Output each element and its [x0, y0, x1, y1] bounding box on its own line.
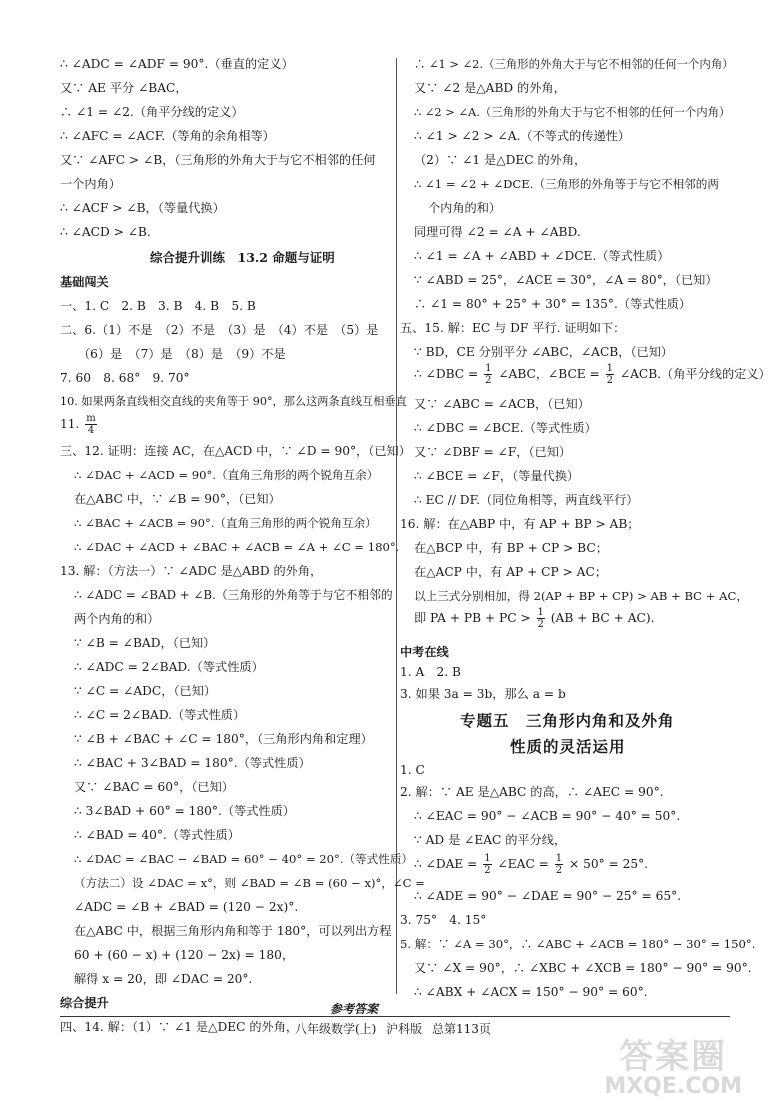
text-line: ∴ ∠BAC + ∠ACB = 90°.（直角三角形的两个锐角互余） [74, 516, 377, 530]
text-line: ∴ ∠ADE = 90° − ∠DAE = 90° − 25° = 65°. [414, 889, 682, 903]
text-segment: ∠ACB.（角平分线的定义） [619, 367, 771, 381]
text-line: 在△ABC 中，∵ ∠B = 90°，（已知） [74, 492, 281, 506]
text-line: 13. 解：（方法一）∵ ∠ADC 是△ABD 的外角， [60, 564, 323, 578]
text-line: 三、12. 证明：连接 AC，在△ACD 中，∵ ∠D = 90°，（已知） [60, 444, 411, 458]
text-line: ∠ADC = ∠B + ∠BAD = (120 − 2x)°. [74, 900, 299, 914]
text-line: ∴ ∠ACD > ∠B. [60, 225, 151, 239]
denominator: 2 [485, 375, 492, 386]
text-segment: (AB + BC + AC). [550, 611, 655, 625]
text-line: 又∵ ∠AFC > ∠B，（三角形的外角大于与它不相邻的任何 [60, 153, 376, 167]
text-line: 解得 x = 20，即 ∠DAC = 20°. [74, 972, 253, 986]
text-segment: 即 PA + PB + PC > [414, 611, 531, 625]
numerator: 1 [485, 363, 492, 374]
footer-title: 参考答案 [330, 1002, 379, 1016]
text-segment: ∴ ∠DBC = [414, 367, 479, 381]
text-segment: ∴ ∠DAE = [414, 857, 478, 871]
topic-title: 专题五 三角形内角和及外角 [460, 711, 675, 730]
footer-rule [60, 1016, 730, 1017]
text-line: 7. 60 8. 68° 9. 70° [60, 371, 190, 385]
numerator: 1 [484, 853, 491, 864]
text-line: ∴ ∠1 > ∠2.（三角形的外角大于与它不相邻的任何一个内角） [414, 57, 734, 71]
text-line: ∴ ∠BAD = 40°.（等式性质） [74, 828, 240, 842]
text-line: 2. 解：∵ AE 是△ABC 的高，∴ ∠AEC = 90°. [400, 785, 664, 799]
fraction-line [414, 607, 654, 630]
text-line: ∴ ∠AFC = ∠ACF.（等角的余角相等） [60, 129, 275, 143]
text-line: 在△BCP 中，有 BP + CP > BC； [414, 541, 608, 555]
fraction-line [414, 363, 771, 386]
text-line: 又∵ ∠DBF = ∠F，（已知） [414, 445, 572, 459]
text-line: 一个内角） [60, 177, 121, 191]
answer-number: 11. [60, 417, 80, 431]
denominator: 4 [87, 425, 95, 436]
section-heading: 综合提升训练 13.2 命题与证明 [150, 250, 335, 265]
text-line: （2）∵ ∠1 是△DEC 的外角， [414, 153, 587, 167]
text-line: 10. 如果两条直线相交直线的夹角等于 90°，那么这两条直线互相垂直 [60, 395, 407, 408]
text-line: ∵ ∠B + ∠BAC + ∠C = 180°，（三角形内角和定理） [74, 732, 373, 746]
text-line: ∴ ∠DAC + ∠ACD + ∠BAC + ∠ACB = ∠A + ∠C = 180°. [74, 540, 400, 554]
text-line: 两个内角的和） [74, 612, 160, 626]
text-line: ∴ ∠ADC = ∠ADF = 90°.（垂直的定义） [60, 57, 294, 71]
denominator: 2 [484, 865, 491, 876]
text-line: ∵ BD，CE 分别平分 ∠ABC，∠ACB，（已知） [414, 345, 674, 359]
denominator: 2 [555, 865, 563, 876]
text-segment: ∠ABC，∠BCE = [498, 367, 600, 381]
subsection-heading: 中考在线 [400, 645, 449, 659]
text-line: ∴ ∠ADC = ∠BAD + ∠B.（三角形的外角等于与它不相邻的 [74, 588, 393, 602]
text-line: 五、15. 解：EC 与 DF 平行. 证明如下： [400, 321, 626, 335]
text-line: 1. C [400, 763, 425, 777]
denominator: 2 [537, 619, 544, 630]
text-segment: ∠EAC = [497, 857, 549, 871]
text-line: ∵ AD 是 ∠EAC 的平分线， [414, 833, 567, 847]
text-line: 二、6.（1）不是 （2）不是 （3）是 （4）不是 （5）是 [60, 323, 379, 337]
numerator: m [86, 413, 96, 424]
topic-title: 性质的灵活运用 [510, 737, 626, 756]
text-line: 5. 解：∵ ∠A = 30°，∴ ∠ABC + ∠ACB = 180° − 30° = 150°. [400, 937, 756, 951]
text-line: ∴ ∠ABX + ∠ACX = 150° − 90° = 60°. [414, 985, 648, 999]
subsection-heading: 基础闯关 [60, 275, 109, 289]
text-line: ∴ ∠EAC = 90° − ∠ACB = 90° − 40° = 50°. [414, 809, 681, 823]
text-line: 3. 如果 3a = 3b，那么 a = b [400, 687, 566, 701]
text-line: 又∵ ∠X = 90°，∴ ∠XBC + ∠XCB = 180° − 90° = 90°. [414, 961, 752, 975]
text-line: ∴ ∠DBC = ∠BCE.（等式性质） [414, 421, 597, 435]
text-line: ∴ EC // DF.（同位角相等，两直线平行） [414, 493, 639, 507]
text-line: 一、1. C 2. B 3. B 4. B 5. B [60, 299, 256, 313]
text-line: ∴ ∠1 = ∠2 + ∠DCE.（三角形的外角等于与它不相邻的两 [414, 177, 719, 191]
text-line: 60 + (60 − x) + (120 − 2x) = 180， [74, 948, 295, 962]
text-line: ∴ ∠1 = ∠A + ∠ABD + ∠DCE.（等式性质） [414, 249, 670, 263]
fraction [85, 413, 96, 436]
watermark-url: MXQE.COM [604, 1074, 742, 1099]
text-line: ∴ ∠ACF > ∠B，（等量代换） [60, 201, 225, 215]
text-line: 同理可得 ∠2 = ∠A + ∠ABD. [414, 225, 581, 239]
subsection-heading: 综合提升 [60, 996, 109, 1010]
text-segment: × 50° = 25°. [568, 857, 649, 871]
numerator: 1 [606, 363, 614, 374]
watermark-logo [604, 1029, 742, 1099]
text-line: ∴ ∠BCE = ∠F，（等量代换） [414, 469, 580, 483]
denominator: 2 [606, 375, 614, 386]
fraction [555, 853, 563, 876]
text-line: 又∵ AE 平分 ∠BAC， [60, 81, 188, 95]
numerator: 1 [537, 607, 544, 618]
text-line: 又∵ ∠BAC = 60°，（已知） [74, 780, 234, 794]
text-line: ∴ ∠DAC = ∠BAC − ∠BAD = 60° − 40° = 20°.（等式性质） [74, 852, 414, 866]
text-line: 四、14. 解：（1）∵ ∠1 是△DEC 的外角， [60, 1020, 299, 1034]
text-line: ∴ ∠1 = ∠2.（角平分线的定义） [60, 105, 244, 119]
text-line: 个内角的和） [428, 201, 502, 215]
text-line: ∴ ∠ADC = 2∠BAD.（等式性质） [74, 660, 264, 674]
fraction-line [414, 853, 648, 876]
fraction [483, 853, 491, 876]
text-line: ∴ ∠DAC + ∠ACD = 90°.（直角三角形的两个锐角互余） [74, 468, 379, 482]
text-line: ∴ ∠BAC + 3∠BAD = 180°.（等式性质） [74, 756, 311, 770]
text-line: 在△ABC 中，根据三角形内角和等于 180°，可以列出方程 [74, 924, 392, 938]
fraction [484, 363, 492, 386]
text-line: ∵ ∠B = ∠BAD，（已知） [74, 636, 216, 650]
footer-info: 八年级数学(上) 沪科版 总第113页 [295, 1022, 491, 1036]
text-line: 16. 解：在△ABP 中，有 AP + BP > AB； [400, 517, 640, 531]
text-line: 以上三式分别相加，得 2(AP + BP + CP) > AB + BC + AC， [414, 589, 748, 603]
text-line: ∴ 3∠BAD + 60° = 180°.（等式性质） [74, 804, 295, 818]
text-line: ∴ ∠C = 2∠BAD.（等式性质） [74, 708, 246, 722]
text-line: ∴ ∠1 > ∠2 > ∠A.（不等式的传递性） [414, 129, 631, 143]
text-line: 3. 75° 4. 15° [400, 913, 487, 927]
text-line: ∴ ∠2 > ∠A.（三角形的外角大于与它不相邻的任何一个内角） [414, 105, 731, 119]
text-line: 1. A 2. B [400, 665, 461, 679]
text-line: 又∵ ∠ABC = ∠ACB，（已知） [414, 397, 590, 411]
numerator: 1 [555, 853, 563, 864]
text-line: ∴ ∠1 = 80° + 25° + 30° = 135°.（等式性质） [414, 297, 692, 311]
fraction [606, 363, 614, 386]
watermark-text: 答案圈 [619, 1037, 728, 1077]
text-line: （方法二）设 ∠DAC = x°，则 ∠BAD = ∠B = (60 − x)°，∠C = [74, 876, 425, 890]
text-line: 在△ACP 中，有 AP + CP > AC； [414, 565, 607, 579]
fraction [537, 607, 545, 630]
text-line: 又∵ ∠2 是△ABD 的外角， [414, 81, 566, 95]
text-line: ∵ ∠ABD = 25°，∠ACE = 30°，∠A = 80°，（已知） [414, 273, 718, 287]
fraction-answer [60, 413, 99, 436]
text-line: ∵ ∠C = ∠ADC，（已知） [74, 684, 217, 698]
text-line: （6）是 （7）是 （8）是 （9）不是 [78, 347, 286, 361]
